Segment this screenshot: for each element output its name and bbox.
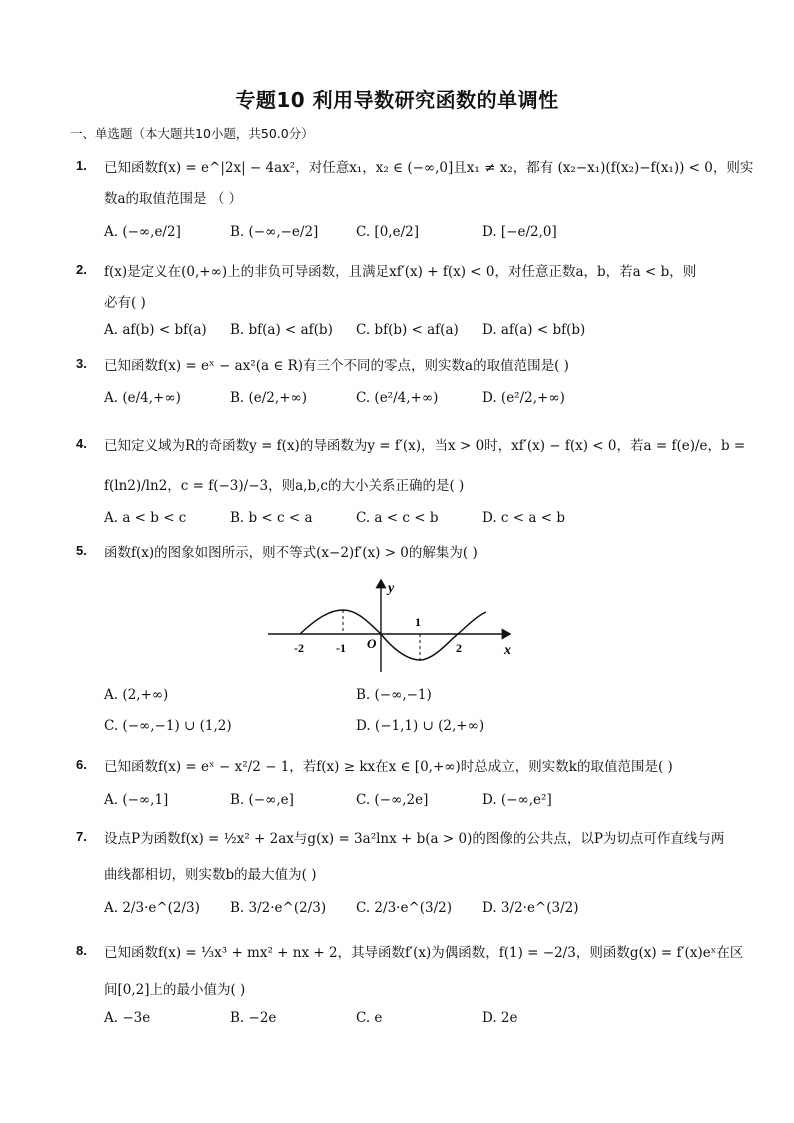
option-b: B. b < c < a [230, 510, 313, 526]
page-title: 专题10 利用导数研究函数的单调性 [235, 88, 559, 112]
option-b: B. −2e [230, 1010, 277, 1026]
option-c: C. bf(b) < af(a) [356, 322, 459, 338]
option-a: A. −3e [104, 1010, 151, 1026]
tick-label: -2 [294, 641, 304, 655]
question-text: 已知函数f(x) = eˣ − x²/2 − 1，若f(x) ≥ kx在x ∈ [0,+∞)时总成立，则实数k的取值范围是( ) [104, 759, 673, 775]
option-a: A. a < b < c [104, 510, 187, 526]
option-b: B. (−∞,−e/2] [230, 224, 319, 240]
option-a: A. af(b) < bf(a) [104, 322, 207, 338]
question-text: 已知函数f(x) = ⅓x³ + mx² + nx + 2，其导函数f′(x)为偶函数，f(1) = −2/3，则函数g(x) = f′(x)eˣ在区 [104, 945, 744, 961]
option-d: D. af(a) < bf(b) [482, 322, 586, 338]
option-d: D. c < a < b [482, 510, 565, 526]
option-c: C. (e²/4,+∞) [356, 390, 439, 406]
question-number: 2. [76, 262, 87, 277]
option-d: D. 3/2·e^(3/2) [482, 900, 579, 916]
question-number: 1. [76, 158, 87, 173]
question-text: f(x)是定义在(0,+∞)上的非负可导函数，且满足xf′(x) + f(x) < 0，对任意正数a，b，若a < b，则 [104, 264, 697, 280]
section-heading: 一、单选题（本大题共10小题，共50.0分） [70, 126, 314, 141]
question-number: 4. [76, 436, 87, 451]
question-text: 曲线都相切，则实数b的最大值为( ) [104, 867, 317, 883]
question-text: 已知函数f(x) = eˣ − ax²(a ∈ R)有三个不同的零点，则实数a的取值范围是( ) [104, 358, 569, 374]
option-a: A. (2,+∞) [104, 687, 169, 703]
option-c: C. (−∞,−1) ∪ (1,2) [104, 718, 232, 734]
option-a: A. (−∞,1] [104, 792, 169, 808]
question-text: 函数f(x)的图象如图所示，则不等式(x−2)f′(x) > 0的解集为( ) [104, 545, 478, 561]
question-text: 设点P为函数f(x) = ½x² + 2ax与g(x) = 3a²lnx + b(a > 0)的图像的公共点，以P为切点可作直线与两 [104, 831, 725, 847]
option-d: D. (e²/2,+∞) [482, 390, 565, 406]
question-text: 已知定义域为R的奇函数y = f(x)的导函数为y = f′(x)，当x > 0时，xf′(x) − f(x) < 0，若a = f(e)/e，b = [104, 438, 746, 454]
function-graph [262, 578, 522, 674]
option-b: B. (−∞,e] [230, 792, 294, 808]
tick-label: 1 [415, 615, 421, 629]
tick-label: -1 [336, 641, 346, 655]
x-label: x [504, 643, 511, 658]
option-c: C. (−∞,2e] [356, 792, 429, 808]
option-d: D. (−1,1) ∪ (2,+∞) [356, 718, 485, 734]
question-number: 6. [76, 757, 87, 772]
question-number: 7. [76, 829, 87, 844]
option-b: B. (e/2,+∞) [230, 390, 308, 406]
option-a: A. (−∞,e/2] [104, 224, 181, 240]
question-number: 3. [76, 356, 87, 371]
option-c: C. 2/3·e^(3/2) [356, 900, 453, 916]
origin-label: O [367, 636, 377, 651]
option-c: C. [0,e/2] [356, 224, 419, 240]
question-text: f(ln2)/ln2，c = f(−3)/−3，则a,b,c的大小关系正确的是( ) [104, 478, 465, 494]
question-number: 5. [76, 543, 87, 558]
option-d: D. 2e [482, 1010, 518, 1026]
option-a: A. (e/4,+∞) [104, 390, 181, 406]
question-text: 数a的取值范围是 （ ） [104, 191, 243, 207]
option-d: D. [−e/2,0] [482, 224, 557, 240]
tick-label: 2 [456, 641, 462, 655]
question-text: 必有( ) [104, 295, 146, 311]
option-a: A. 2/3·e^(2/3) [104, 900, 200, 916]
option-d: D. (−∞,e²] [482, 792, 552, 808]
option-c: C. e [356, 1010, 383, 1026]
option-b: B. 3/2·e^(2/3) [230, 900, 327, 916]
option-b: B. (−∞,−1) [356, 687, 432, 703]
question-text: 间[0,2]上的最小值为( ) [104, 982, 246, 998]
question-number: 8. [76, 943, 87, 958]
option-c: C. a < c < b [356, 510, 439, 526]
question-text: 已知函数f(x) = e^|2x| − 4ax²，对任意x₁，x₂ ∈ (−∞,0]且x₁ ≠ x₂，都有 (x₂−x₁)(f(x₂)−f(x₁)) < 0，则实 [104, 160, 754, 176]
y-label: y [388, 581, 395, 596]
option-b: B. bf(a) < af(b) [230, 322, 333, 338]
